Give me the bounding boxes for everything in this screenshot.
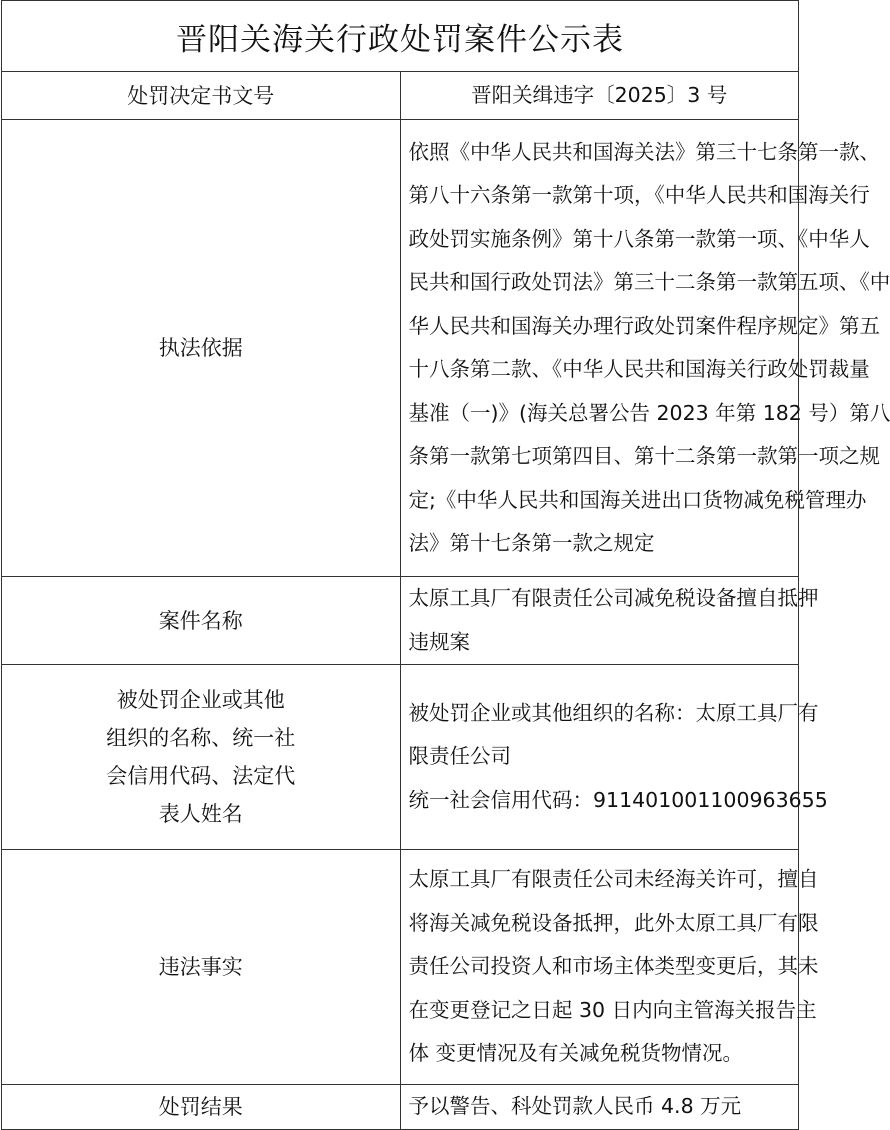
text-line: 定;《中华人民共和国海关进出口货物减免税管理办 [408, 487, 867, 512]
penalty-disclosure-table [1, 0, 890, 1130]
table-row [2, 577, 799, 665]
text-line: 法》第十七条第一款之规定 [408, 531, 655, 555]
row-label-penalty-result: 处罚结果 [2, 1085, 401, 1130]
decision-number-value [400, 72, 799, 120]
text-line: 十八条第二款、《中华人民共和国海关行政处罚裁量 [408, 357, 870, 381]
text-line: 限责任公司 [408, 744, 511, 769]
text-line: 统一社会信用代码：91140100110096365​5 [408, 787, 828, 812]
text-line: 晋阳关缉违字〔2025〕3 号 [471, 82, 728, 107]
table-row [2, 1085, 799, 1130]
table-row [2, 120, 799, 577]
legal-basis-value [400, 120, 890, 577]
text-line: 在变更登记之日起 30 日内向主管海关报告主 [408, 997, 817, 1022]
row-label-legal-basis: 执法依据 [2, 120, 401, 577]
table-title: 晋阳关海关行政处罚案件公示表 [2, 1, 799, 72]
row-label-party-info [2, 665, 401, 850]
penalty-result-value [400, 1085, 799, 1130]
party-info-value [400, 665, 828, 850]
text-line: 条第一款第七项第四目、第十二条第一款第一项之规 [408, 444, 880, 468]
label-line: 表人姓名 [158, 802, 243, 826]
text-line: 依照《中华人民共和国海关法》第三十七条第一款、 [408, 139, 880, 164]
label-line: 会信用代码、法定代 [106, 764, 296, 788]
text-line: 政处罚实施条例》第十八条第一款第一项、《中华人 [408, 226, 870, 251]
violation-facts-value [400, 850, 819, 1085]
label-line: 被处罚企业或其他 [116, 688, 285, 712]
table-row [2, 850, 799, 1085]
text-line: 体 变更情况及有关减免税货物情况。 [408, 1041, 744, 1066]
table-row [2, 665, 799, 850]
case-name-value [400, 577, 819, 665]
row-label-decision-number: 处罚决定书文号 [2, 72, 401, 120]
row-label-case-name: 案件名称 [2, 577, 401, 665]
table-row [2, 72, 799, 120]
label-line: 组织的名称、统一社 [106, 726, 296, 750]
text-line: 华人民共和国海关办理行政处罚案件程序规定》第五 [408, 313, 880, 338]
text-line: 基准（一)》(海关总署公告 2023 年第 182 号）第八 [408, 400, 890, 425]
text-line: 将海关减免税设备抵押，此外太原工具厂有限 [408, 910, 819, 935]
text-line: 民共和国行政处罚法》第三十二条第一款第五项、《中 [408, 270, 890, 294]
text-line: 第八十六条第一款第十项，《中华人民共和国海关行 [408, 183, 870, 207]
text-line: 责任公司投资人和市场主体类型变更后，其未 [408, 954, 819, 979]
text-line: 被处罚企业或其他组织的名称：太原工具厂有 [408, 700, 819, 725]
text-line: 太原工具厂有限责任公司未经海关许可，擅自 [408, 867, 819, 892]
text-line: 太原工具厂有限责任公司减免税设备擅自抵押 [408, 586, 819, 610]
row-label-violation-facts: 违法事实 [2, 850, 401, 1085]
text-line: 违规案 [408, 629, 470, 654]
text-line: 予以警告、科处罚款人民币 4.8 万元 [408, 1094, 742, 1118]
